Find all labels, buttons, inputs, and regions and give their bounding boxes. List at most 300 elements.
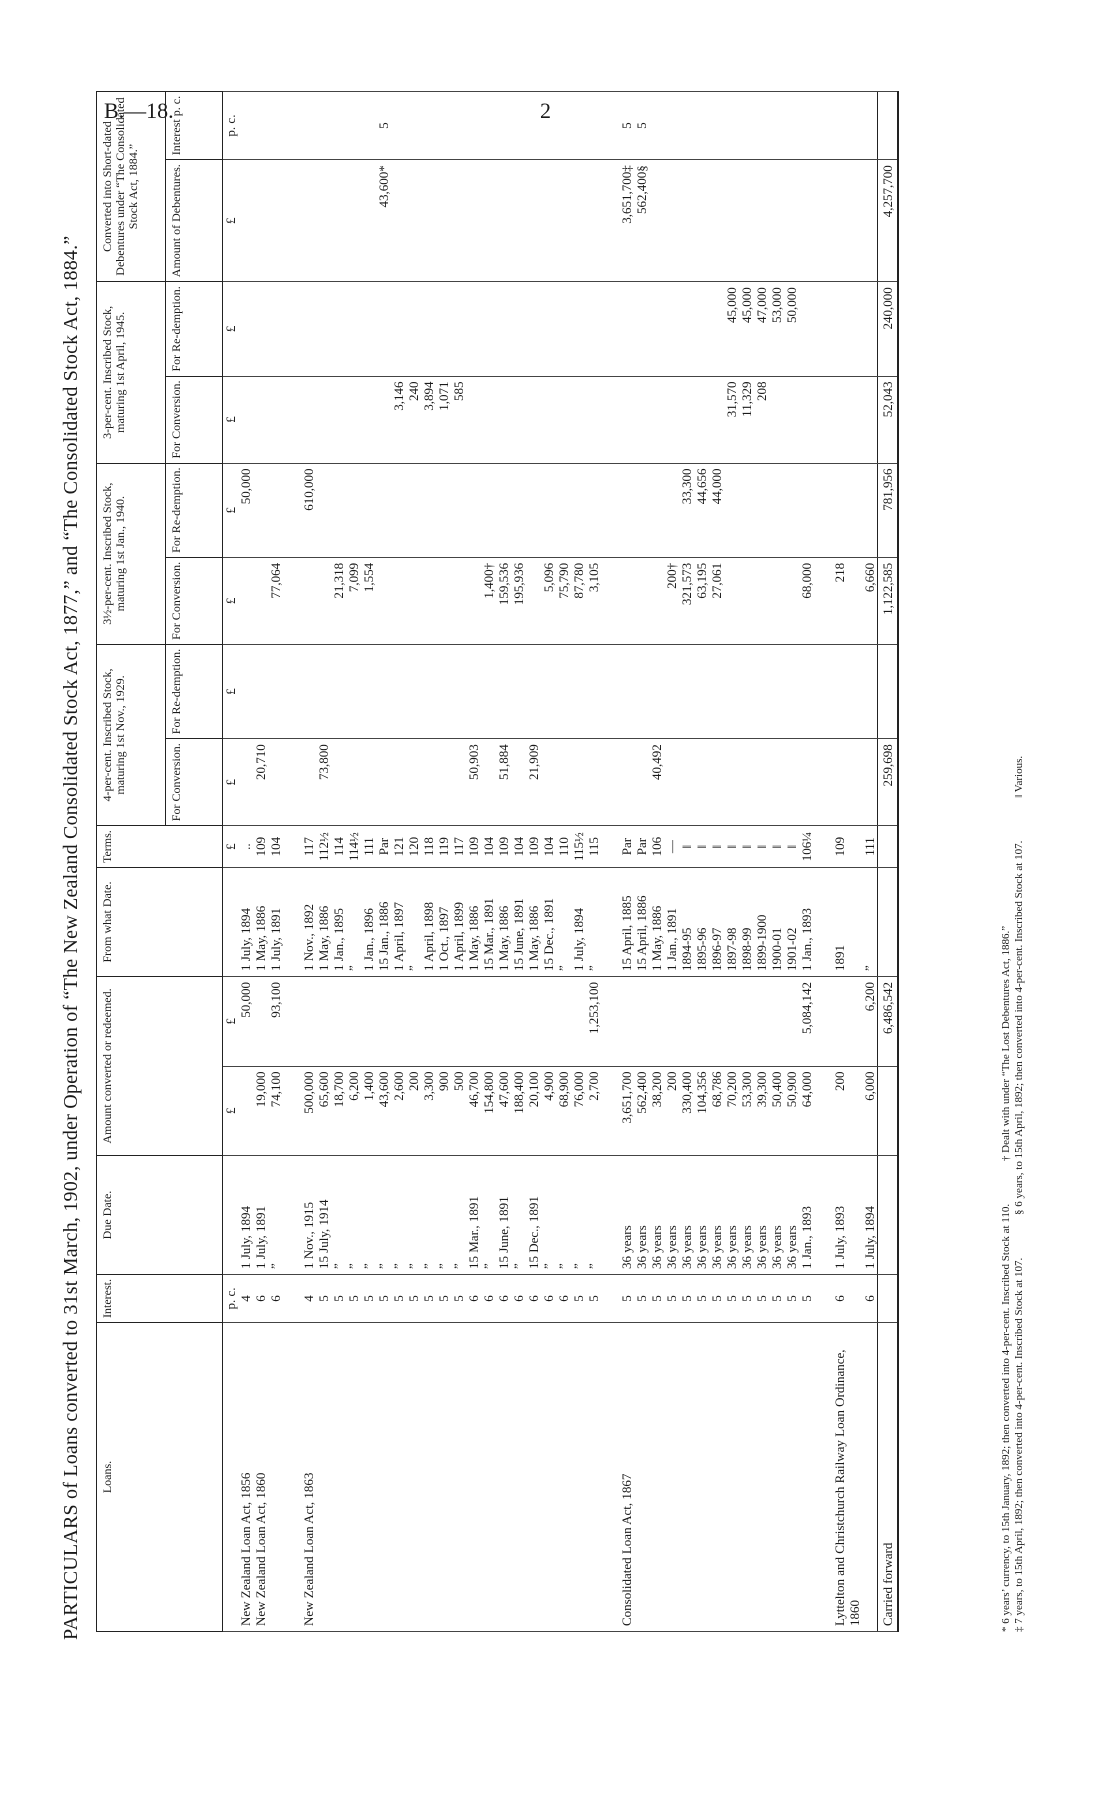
terms: ‖: [769, 826, 784, 868]
redem-4pc: [664, 644, 679, 738]
amount-subtotal: [694, 977, 709, 1067]
redem-4pc: [238, 644, 253, 738]
terms: 118: [421, 826, 436, 868]
redem-3pc: [268, 282, 283, 376]
due-date: 36 years: [649, 1156, 664, 1275]
loan-name: [481, 1323, 496, 1632]
conv-4pc: 73,800: [316, 739, 331, 826]
table-row: [346, 91, 361, 1631]
debentures-amount: [421, 160, 436, 282]
amount-converted: 500,000: [301, 1066, 316, 1156]
amount-subtotal: [709, 977, 724, 1067]
conv-3half: [769, 557, 784, 644]
conv-3pc: [268, 376, 283, 463]
loan-name: [436, 1323, 451, 1632]
conv-3half: 27,061: [709, 557, 724, 644]
from-date: 1894-95: [679, 868, 694, 977]
amount-converted: 1,400: [361, 1066, 376, 1156]
redem-3pc: [301, 282, 316, 376]
debentures-amount: [301, 160, 316, 282]
redem-4pc: [421, 644, 436, 738]
interest-rate: 6: [832, 1275, 862, 1323]
conv-4pc: [754, 739, 769, 826]
redem-3pc: [649, 282, 664, 376]
redem-3pc: [526, 282, 541, 376]
amount-converted: 47,600: [496, 1066, 511, 1156]
conv-3pc: [301, 376, 316, 463]
terms: 119: [436, 826, 451, 868]
redem-4pc: [799, 644, 814, 738]
loan-name: [754, 1323, 769, 1632]
due-date: 36 years: [634, 1156, 649, 1275]
amount-converted: 50,900: [784, 1066, 799, 1156]
footnote: * 6 years’ currency, to 15th January, 1892; then converted into 4-per-cent. Inscribed Stock at 110.: [1000, 1203, 1012, 1632]
redem-3pc: [799, 282, 814, 376]
table-row: [361, 91, 376, 1631]
table-row: [649, 91, 664, 1631]
terms: —: [664, 826, 679, 868]
terms: ‖: [754, 826, 769, 868]
interest-rate: 5: [784, 1275, 799, 1323]
conv-3pc: [634, 376, 649, 463]
amount-converted: 200: [832, 1066, 862, 1156]
from-date: 1896-97: [709, 868, 724, 977]
conv-3half: [406, 557, 421, 644]
table-row: [634, 91, 649, 1631]
debentures-interest: [679, 91, 694, 159]
amount-converted: 19,000: [253, 1066, 268, 1156]
page-number: 2: [540, 98, 551, 123]
debentures-amount: 3,651,700‡: [619, 160, 634, 282]
interest-rate: 5: [679, 1275, 694, 1323]
from-date: ”: [346, 868, 361, 977]
due-date: 36 years: [784, 1156, 799, 1275]
conv-4pc: [709, 739, 724, 826]
due-date: ”: [331, 1156, 346, 1275]
from-date: 1 April, 1898: [421, 868, 436, 977]
table-row: [238, 91, 253, 1631]
table-row: [541, 91, 556, 1631]
amount-subtotal: [679, 977, 694, 1067]
col-group-short: Converted into Short-dated Debentures under “The Consolidated Stock Act, 1884.”: [97, 91, 166, 281]
loan-name: [571, 1323, 586, 1632]
unit-pound: £: [223, 826, 239, 868]
from-date: 1 April, 1899: [451, 868, 466, 977]
debentures-interest: [769, 91, 784, 159]
amount-subtotal: [556, 977, 571, 1067]
amount-subtotal: [496, 977, 511, 1067]
redem-3half: [406, 463, 421, 557]
debentures-interest: [481, 91, 496, 159]
interest-rate: 6: [556, 1275, 571, 1323]
table-row: [511, 91, 526, 1631]
terms: 115: [586, 826, 601, 868]
terms: 120: [406, 826, 421, 868]
col-amount: Amount converted or redeemed.: [97, 977, 223, 1156]
redem-3pc: [586, 282, 601, 376]
from-date: 15 Dec., 1891: [541, 868, 556, 977]
unit-pound: £: [223, 739, 239, 826]
conv-4pc: [346, 739, 361, 826]
interest-rate: 5: [619, 1275, 634, 1323]
debentures-amount: [862, 160, 878, 282]
conv-3half: 63,195: [694, 557, 709, 644]
table-row: [784, 91, 799, 1631]
loan-name: [586, 1323, 601, 1632]
redem-4pc: [253, 644, 268, 738]
redem-4pc: [541, 644, 556, 738]
redem-3pc: [511, 282, 526, 376]
conv-4pc: [556, 739, 571, 826]
from-date: 1 May, 1886: [496, 868, 511, 977]
interest-rate: 5: [664, 1275, 679, 1323]
debentures-interest: [253, 91, 268, 159]
conv-3pc: [784, 376, 799, 463]
terms: 121: [391, 826, 406, 868]
redem-3pc: [436, 282, 451, 376]
debentures-amount: [586, 160, 601, 282]
conv-3half: [739, 557, 754, 644]
debentures-interest: [832, 91, 862, 159]
interest-rate: 6: [526, 1275, 541, 1323]
conv-4pc: [769, 739, 784, 826]
debentures-amount: [724, 160, 739, 282]
conv-3pc: [361, 376, 376, 463]
amount-subtotal: [406, 977, 421, 1067]
loan-name: [376, 1323, 391, 1632]
from-date: 1 May, 1886: [649, 868, 664, 977]
table-row: [376, 91, 391, 1631]
conv-3pc: [511, 376, 526, 463]
interest-rate: 5: [769, 1275, 784, 1323]
redem-3half: [799, 463, 814, 557]
debentures-interest: [436, 91, 451, 159]
redem-4pc: [571, 644, 586, 738]
loan-name: New Zealand Loan Act, 1863: [301, 1323, 316, 1632]
due-date: ”: [361, 1156, 376, 1275]
amount-converted: 200: [664, 1066, 679, 1156]
loan-name: [694, 1323, 709, 1632]
conv-3half: 1,554: [361, 557, 376, 644]
debentures-amount: [481, 160, 496, 282]
debentures-interest: [739, 91, 754, 159]
unit-pc: p. c.: [223, 91, 239, 159]
from-date: 1 Oct., 1897: [436, 868, 451, 977]
terms: 104: [541, 826, 556, 868]
footnote: ‡ 7 years, to 15th April, 1892; then converted into 4-per-cent. Inscribed Stock at 107.: [1013, 1257, 1025, 1632]
conv-3pc: 31,570: [724, 376, 739, 463]
conv-3half: 87,780: [571, 557, 586, 644]
redem-3half: [541, 463, 556, 557]
amount-subtotal: [571, 977, 586, 1067]
due-date: 1 July, 1894: [238, 1156, 253, 1275]
table-row: [421, 91, 436, 1631]
amount-converted: 20,100: [526, 1066, 541, 1156]
conv-3half: [784, 557, 799, 644]
table-row: [253, 91, 268, 1631]
redem-4pc: [586, 644, 601, 738]
conv-3half: 218: [832, 557, 862, 644]
conv-3half: 7,099: [346, 557, 361, 644]
interest-rate: 6: [466, 1275, 481, 1323]
debentures-amount: [511, 160, 526, 282]
redem-3pc: [634, 282, 649, 376]
amount-subtotal: [451, 977, 466, 1067]
conv-4pc: [511, 739, 526, 826]
from-date: 1900-01: [769, 868, 784, 977]
loan-name: [769, 1323, 784, 1632]
terms: 109: [466, 826, 481, 868]
table-row: [571, 91, 586, 1631]
amount-converted: 562,400: [634, 1066, 649, 1156]
conv-3pc: [649, 376, 664, 463]
amount-subtotal: [376, 977, 391, 1067]
terms: 104: [511, 826, 526, 868]
debentures-amount: [694, 160, 709, 282]
due-date: ”: [376, 1156, 391, 1275]
loan-name: [634, 1323, 649, 1632]
col-3pc-conversion: For Conversion.: [166, 376, 223, 463]
redem-3pc: [253, 282, 268, 376]
from-date: 1 May, 1886: [466, 868, 481, 977]
redem-3half: [346, 463, 361, 557]
conv-4pc: [331, 739, 346, 826]
unit-pound: £: [223, 977, 239, 1067]
due-date: 36 years: [694, 1156, 709, 1275]
amount-subtotal: [391, 977, 406, 1067]
terms: 114: [331, 826, 346, 868]
debentures-interest: [238, 91, 253, 159]
conv-3pc: [679, 376, 694, 463]
redem-3pc: 53,000: [769, 282, 784, 376]
redem-3pc: 47,000: [754, 282, 769, 376]
from-date: ”: [586, 868, 601, 977]
debentures-amount: [268, 160, 283, 282]
due-date: ”: [511, 1156, 526, 1275]
col-4pc-redemption: For Re-demption.: [166, 644, 223, 738]
interest-rate: 5: [451, 1275, 466, 1323]
debentures-amount: [709, 160, 724, 282]
redem-3half: [361, 463, 376, 557]
conv-3pc: 585: [451, 376, 466, 463]
loan-name: [421, 1323, 436, 1632]
footnote: ‖ Various.: [1013, 755, 1025, 798]
conv-3half: [253, 557, 268, 644]
debentures-interest: [301, 91, 316, 159]
conv-3pc: [586, 376, 601, 463]
conv-4pc: 21,909: [526, 739, 541, 826]
interest-rate: 5: [709, 1275, 724, 1323]
amount-subtotal: [739, 977, 754, 1067]
debentures-interest: 5: [634, 91, 649, 159]
redem-3half: 44,000: [709, 463, 724, 557]
col-3pc-redemption: For Re-demption.: [166, 282, 223, 376]
col-4pc-conversion: For Conversion.: [166, 739, 223, 826]
table-title: PARTICULARS of Loans converted to 31st March, 1902, under Operation of “The New Zealand Consolidated Stock Act, 1877,” and “The Consolidated Stock Act, 1884.”: [60, 235, 82, 1640]
debentures-interest: [391, 91, 406, 159]
table-row: [724, 91, 739, 1631]
due-date: ”: [556, 1156, 571, 1275]
col-loans: Loans.: [97, 1323, 223, 1632]
conv-4pc: [862, 739, 878, 826]
interest-rate: 5: [739, 1275, 754, 1323]
amount-subtotal: [619, 977, 634, 1067]
due-date: ”: [436, 1156, 451, 1275]
total-3half-conversion: 1,122,585: [878, 557, 899, 644]
conv-4pc: [664, 739, 679, 826]
debentures-interest: [361, 91, 376, 159]
from-date: ”: [556, 868, 571, 977]
loan-name: [451, 1323, 466, 1632]
conv-3half: 75,790: [556, 557, 571, 644]
row-spacer: [283, 91, 301, 1631]
terms: Par: [634, 826, 649, 868]
debentures-interest: [268, 91, 283, 159]
interest-rate: 5: [361, 1275, 376, 1323]
conv-4pc: 50,903: [466, 739, 481, 826]
from-date: 15 Mar., 1891: [481, 868, 496, 977]
table-row: [799, 91, 814, 1631]
redem-4pc: [316, 644, 331, 738]
redem-3pc: [709, 282, 724, 376]
redem-3pc: [571, 282, 586, 376]
conv-3half: [649, 557, 664, 644]
amount-subtotal: [361, 977, 376, 1067]
from-date: 15 April, 1885: [619, 868, 634, 977]
amount-subtotal: [331, 977, 346, 1067]
unit-pound: £: [223, 463, 239, 557]
redem-3half: [253, 463, 268, 557]
redem-3half: [421, 463, 436, 557]
table-row: [739, 91, 754, 1631]
terms: 106¼: [799, 826, 814, 868]
conv-4pc: 40,492: [649, 739, 664, 826]
due-date: ”: [586, 1156, 601, 1275]
redem-3half: [331, 463, 346, 557]
redem-3half: [376, 463, 391, 557]
conv-4pc: 51,884: [496, 739, 511, 826]
redem-4pc: [268, 644, 283, 738]
conv-3pc: 3,894: [421, 376, 436, 463]
unit-pound: £: [223, 376, 239, 463]
amount-converted: 68,786: [709, 1066, 724, 1156]
redem-4pc: [391, 644, 406, 738]
interest-rate: 5: [754, 1275, 769, 1323]
table-row: [451, 91, 466, 1631]
terms: ..: [238, 826, 253, 868]
amount-subtotal: 1,253,100: [586, 977, 601, 1067]
table-row: [769, 91, 784, 1631]
loan-name: [799, 1323, 814, 1632]
redem-3pc: [391, 282, 406, 376]
conv-3pc: [238, 376, 253, 463]
conv-4pc: [301, 739, 316, 826]
conv-3pc: 3,146: [391, 376, 406, 463]
due-date: 15 Dec., 1891: [526, 1156, 541, 1275]
debentures-amount: [331, 160, 346, 282]
conv-3pc: [619, 376, 634, 463]
redem-4pc: [724, 644, 739, 738]
redem-4pc: [754, 644, 769, 738]
from-date: 1 Jan., 1895: [331, 868, 346, 977]
redem-3pc: [619, 282, 634, 376]
conv-3pc: [832, 376, 862, 463]
amount-converted: 18,700: [331, 1066, 346, 1156]
terms: 115½: [571, 826, 586, 868]
redem-4pc: [619, 644, 634, 738]
due-date: ”: [571, 1156, 586, 1275]
due-date: ”: [268, 1156, 283, 1275]
redem-4pc: [556, 644, 571, 738]
table-row: [862, 91, 878, 1631]
redem-4pc: [739, 644, 754, 738]
amount-subtotal: [316, 977, 331, 1067]
table-row: [709, 91, 724, 1631]
conv-4pc: [586, 739, 601, 826]
redem-4pc: [832, 644, 862, 738]
due-date: ”: [346, 1156, 361, 1275]
redem-3pc: [541, 282, 556, 376]
conv-3pc: [862, 376, 878, 463]
conv-4pc: [238, 739, 253, 826]
conv-3half: 5,096: [541, 557, 556, 644]
debentures-interest: [541, 91, 556, 159]
from-date: 1901-02: [784, 868, 799, 977]
debentures-interest: [862, 91, 878, 159]
from-date: 1895-96: [694, 868, 709, 977]
debentures-amount: [571, 160, 586, 282]
conv-4pc: [361, 739, 376, 826]
conv-4pc: [679, 739, 694, 826]
debentures-amount: 562,400§: [634, 160, 649, 282]
terms: 109: [832, 826, 862, 868]
debentures-interest: [466, 91, 481, 159]
from-date: 15 Jan., 1886: [376, 868, 391, 977]
redem-4pc: [436, 644, 451, 738]
amount-converted: 38,200: [649, 1066, 664, 1156]
unit-pc: p. c.: [223, 1275, 239, 1323]
amount-subtotal: 50,000: [238, 977, 253, 1067]
debentures-interest: [799, 91, 814, 159]
due-date: ”: [406, 1156, 421, 1275]
terms: 106: [649, 826, 664, 868]
debentures-amount: [466, 160, 481, 282]
amount-converted: 43,600: [376, 1066, 391, 1156]
due-date: 1 July, 1893: [832, 1156, 862, 1275]
conv-3half: 159,536: [496, 557, 511, 644]
debentures-interest: [586, 91, 601, 159]
conv-3half: [238, 557, 253, 644]
terms: Par: [376, 826, 391, 868]
conv-3pc: [253, 376, 268, 463]
conv-3half: 3,105: [586, 557, 601, 644]
terms: 112½: [316, 826, 331, 868]
debentures-amount: [541, 160, 556, 282]
interest-rate: 4: [301, 1275, 316, 1323]
unit-pound: £: [223, 160, 239, 282]
total-3pc-conversion: 52,043: [878, 376, 899, 463]
row-spacer: [814, 91, 832, 1631]
conv-4pc: [376, 739, 391, 826]
due-date: 15 Mar., 1891: [466, 1156, 481, 1275]
loan-name: [784, 1323, 799, 1632]
loan-name: [862, 1323, 878, 1632]
redem-3half: [451, 463, 466, 557]
conv-3pc: [769, 376, 784, 463]
redem-4pc: [496, 644, 511, 738]
debentures-interest: [571, 91, 586, 159]
debentures-amount: [436, 160, 451, 282]
